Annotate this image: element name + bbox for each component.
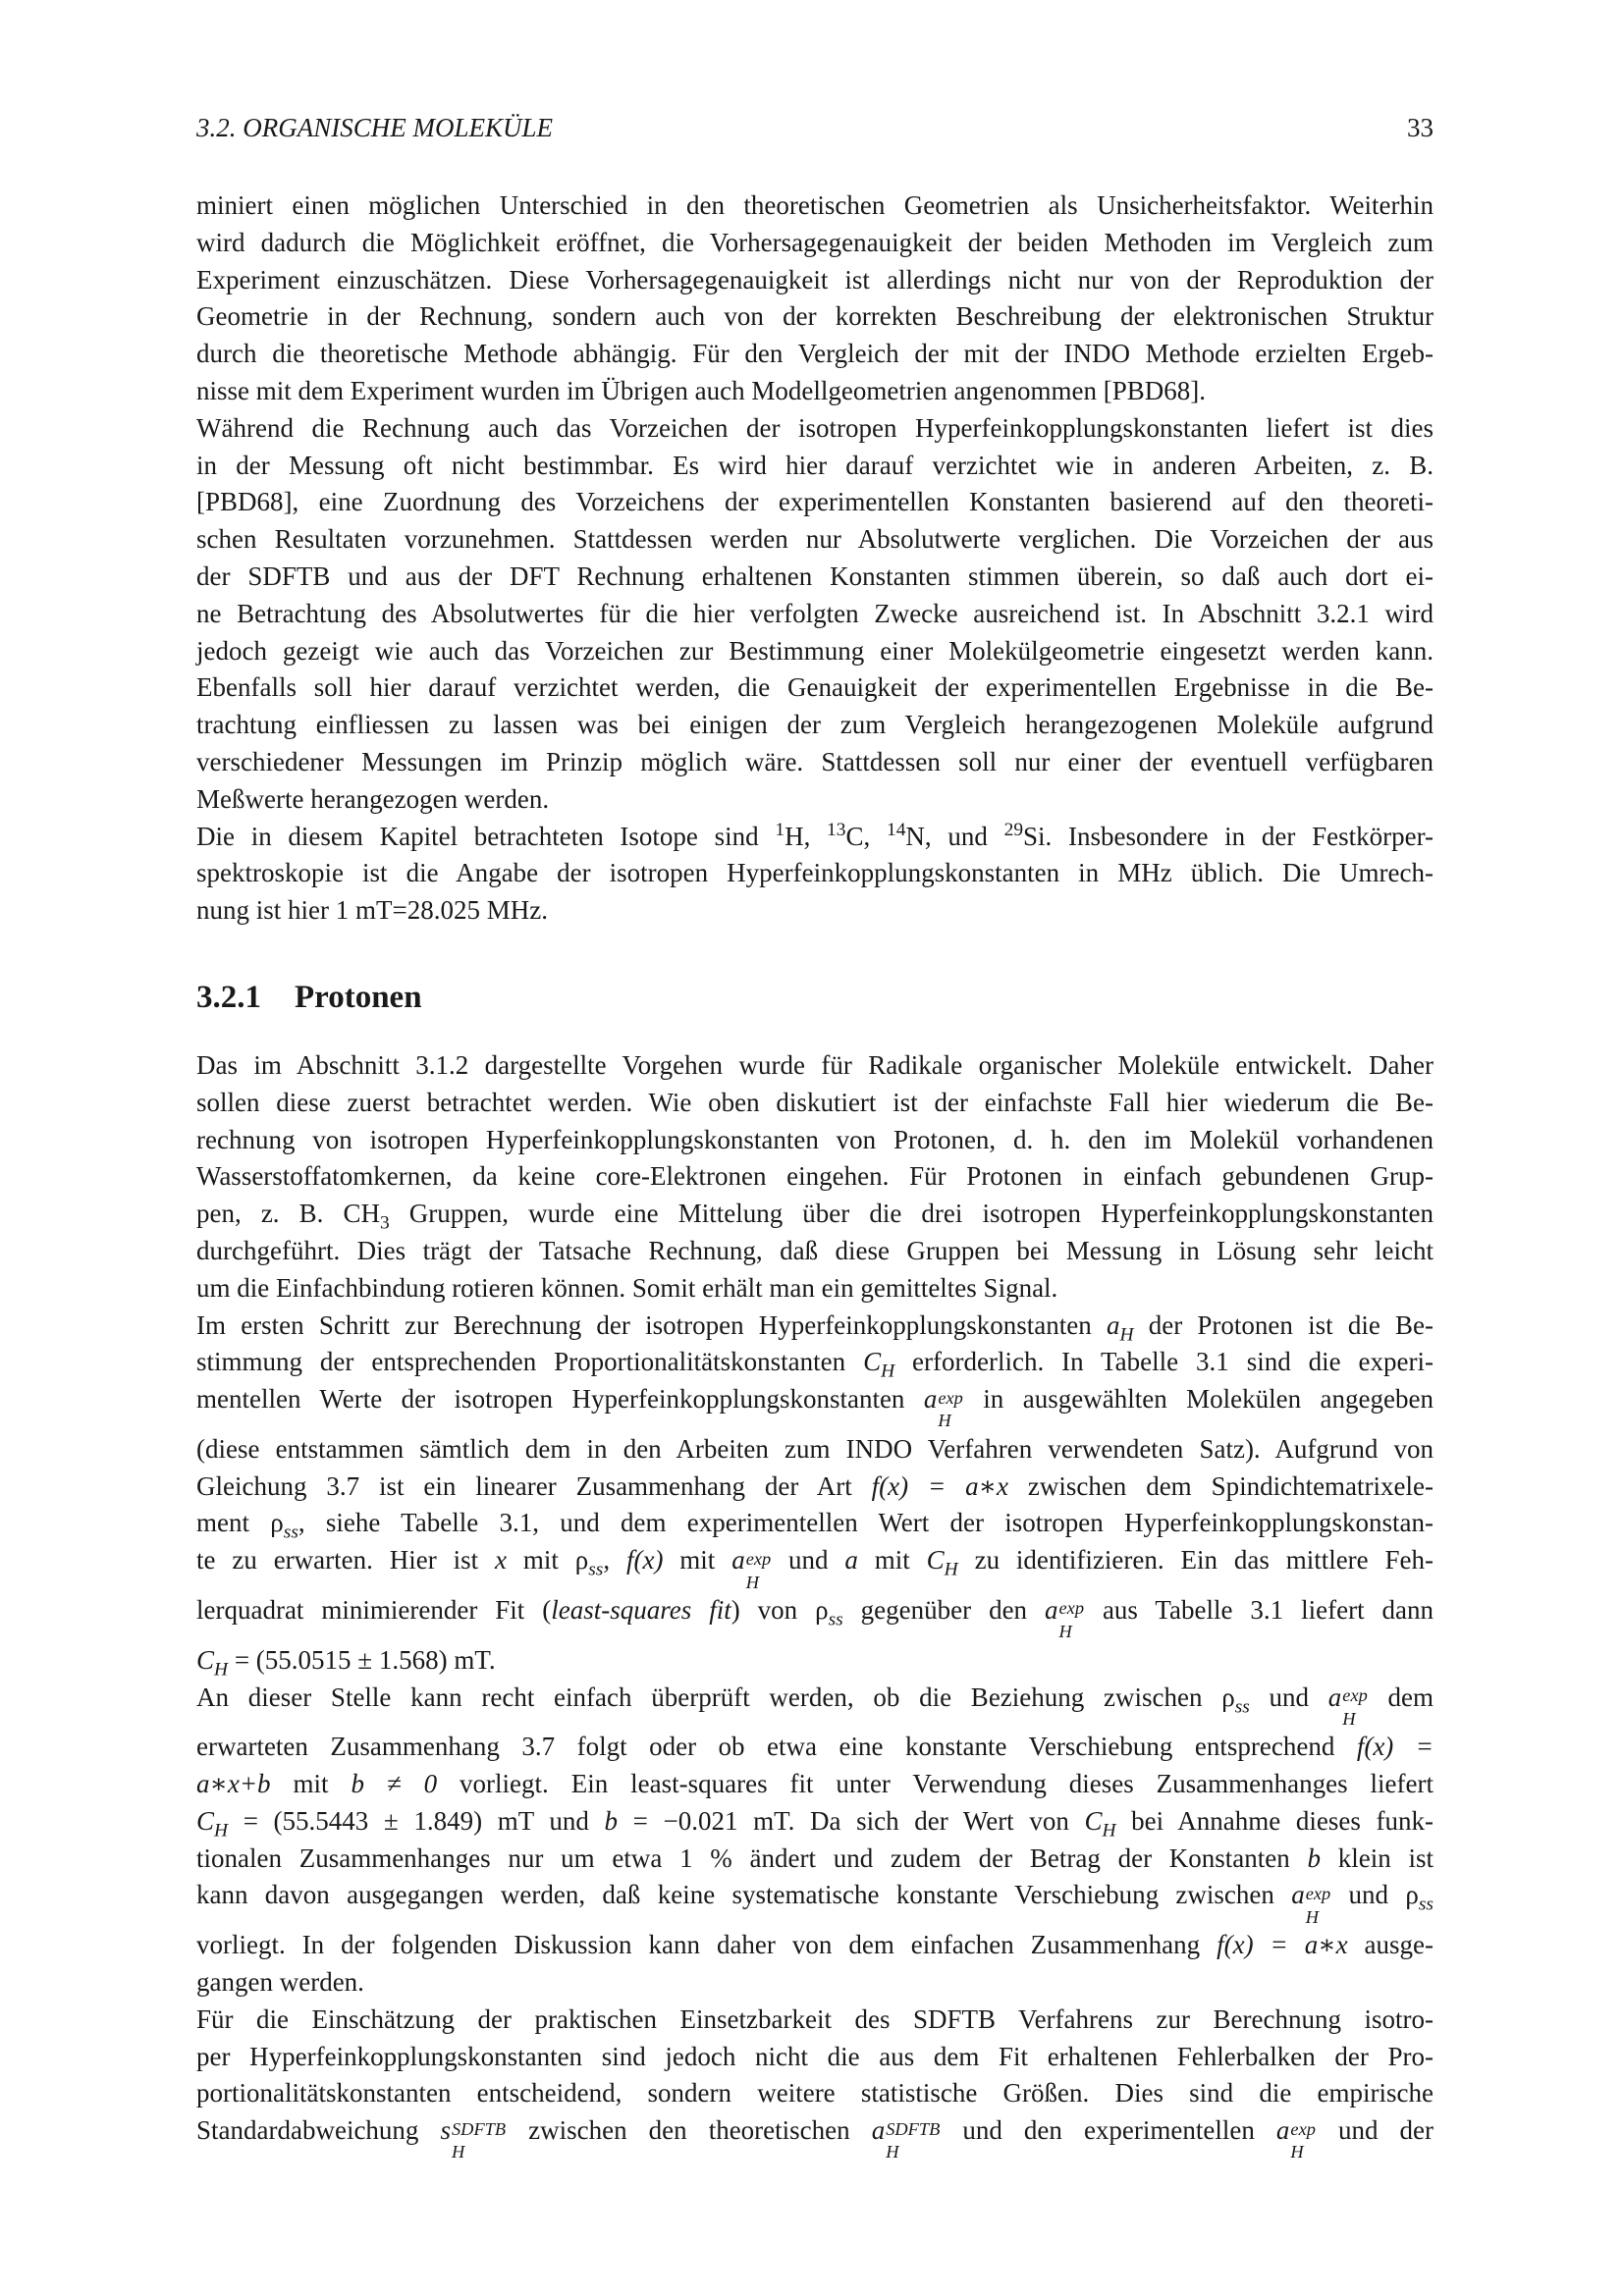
- text-line: durch die theoretische Methode abhängig. Für den Vergleich der mit der INDO Methode erzielten Ergeb-: [196, 339, 1434, 369]
- text-line: ne Betrachtung des Absolutwertes für die hier verfolgten Zwecke ausreichend ist. In Abschnitt 3.2.1 wird: [196, 598, 1434, 628]
- running-head: [196, 110, 1434, 145]
- text-line: kann davon ausgegangen werden, daß keine systematische konstante Verschiebung zwischen a exp H und $\rho_{ss}$: [196, 1880, 1434, 1927]
- text-line: per Hyperfeinkopplungskonstanten sind jedoch nicht die aus dem Fit erhaltenen Fehlerbalken der Pro-: [196, 2041, 1434, 2071]
- text-line: Standardabweichung s SDFTB H zwischen den theoretischen a SDFTB H und den experimentellen a exp H und der: [196, 2115, 1434, 2163]
- text-line: tionalen Zusammenhanges nur um etwa 1 % ändert und zudem der Betrag der Konstanten b klein ist: [196, 1842, 1434, 1873]
- text-line: (diese entstammen sämtlich dem in den Arbeiten zum INDO Verfahren verwendeten Satz). Aufgrund von: [196, 1433, 1434, 1464]
- text-line: Geometrie in der Rechnung, sondern auch von der korrekten Beschreibung der elektronischen Struktur: [196, 301, 1434, 332]
- text-line: gangen werden.: [196, 1966, 364, 1997]
- text-line: [PBD68], eine Zuordnung des Vorzeichens der experimentellen Konstanten basierend auf den theoreti-: [196, 487, 1434, 517]
- text-line: pen, z. B. $CH_3$ Gruppen, wurde eine Mittelung über die drei isotropen Hyperfeinkopplungskonstanten: [196, 1199, 1434, 1234]
- text-line: Ebenfalls soll hier darauf verzichtet werden, die Genauigkeit der experimentellen Ergebnisse in die Be-: [196, 672, 1434, 703]
- text-line: trachtung einfliessen zu lassen was bei einigen der zum Vergleich herangezogenen Moleküle aufgrund: [196, 710, 1434, 740]
- text-line: Im ersten Schritt zur Berechnung der isotropen Hyperfeinkopplungskonstanten $a_H$ der Protonen ist die Be-: [196, 1309, 1434, 1345]
- text-line: $C_H = (55.0515 \pm 1.568)$ mT.: [196, 1644, 496, 1681]
- text-line: Für die Einschätzung der praktischen Einsetzbarkeit des SDFTB Verfahrens zur Berechnung isotro-: [196, 2003, 1434, 2034]
- text-line: portionalitätskonstanten entscheidend, sondern weitere statistische Größen. Dies sind die empirische: [196, 2078, 1434, 2109]
- text-line: in der Messung oft nicht bestimmbar. Es wird hier darauf verzichtet wie in anderen Arbeiten, z. B.: [196, 450, 1434, 480]
- text-line: An dieser Stelle kann recht einfach überprüft werden, ob die Beziehung zwischen $\rho_{ss}$ und a exp H dem: [196, 1682, 1434, 1729]
- text-line: stimmung der entsprechenden Proportionalitätskonstanten $C_H$ erforderlich. In Tabelle 3.1 sind die experi-: [196, 1347, 1434, 1382]
- text-line: jedoch gezeigt wie auch das Vorzeichen zur Bestimmung einer Molekülgeometrie eingesetzt werden kann.: [196, 635, 1434, 666]
- text-line: miniert einen möglichen Unterschied in den theoretischen Geometrien als Unsicherheitsfaktor. Weiterhin: [196, 190, 1434, 220]
- text-line: wird dadurch die Möglichkeit eröffnet, die Vorhersagegenauigkeit der beiden Methoden im Vergleich zum: [196, 227, 1434, 257]
- text-line: durchgeführt. Dies trägt der Tatsache Rechnung, daß diese Gruppen bei Messung in Lösung sehr leicht: [196, 1235, 1434, 1265]
- running-head-title: 3.2. ORGANISCHE MOLEKÜLE: [196, 113, 553, 142]
- text-line: Während die Rechnung auch das Vorzeichen der isotropen Hyperfeinkopplungskonstanten liefert ist dies: [196, 412, 1434, 443]
- text-line: Die in diesem Kapitel betrachteten Isotope sind $^1$H, $^{13}$C, $^{14}$N, und $^{29}$Si. Insbesondere in der Festkörper-: [196, 819, 1434, 851]
- text-line: Das im Abschnitt 3.1.2 dargestellte Vorgehen wurde für Radikale organischer Moleküle entwickelt. Daher: [196, 1050, 1434, 1080]
- text-line: der SDFTB und aus der DFT Rechnung erhaltenen Konstanten stimmen überein, so daß auch dort ei-: [196, 561, 1434, 591]
- text-line: Gleichung 3.7 ist ein linearer Zusammenhang der Art f(x) = a∗x zwischen dem Spindichtematrixele-: [196, 1470, 1434, 1501]
- text-line: ment $\rho_{ss}$, siehe Tabelle 3.1, und dem experimentellen Wert der isotropen Hyperfeinkopplungskonstan-: [196, 1508, 1434, 1543]
- text-line: schen Resultaten vorzunehmen. Stattdessen werden nur Absolutwerte verglichen. Die Vorzeichen der aus: [196, 524, 1434, 555]
- text-line: vorliegt. In der folgenden Diskussion kann daher von dem einfachen Zusammenhang f(x) = a∗x ausge-: [196, 1930, 1434, 1960]
- text-line: mentellen Werte der isotropen Hyperfeinkopplungskonstanten a exp H in ausgewählten Molekülen angegeben: [196, 1384, 1434, 1431]
- intro-block: [196, 187, 1434, 930]
- text-line: sollen diese zuerst betrachtet werden. Wie oben diskutiert ist der einfachste Fall hier wiederum die Be-: [196, 1087, 1434, 1117]
- page-number: 33: [1407, 113, 1434, 142]
- section-heading: [196, 978, 422, 1017]
- text-line: nisse mit dem Experiment wurden im Übrigen auch Modellgeometrien angenommen [PBD68].: [196, 375, 1207, 405]
- text-line: verschiedener Messungen im Prinzip möglich wäre. Stattdessen soll nur einer der eventuell verfügbaren: [196, 746, 1434, 776]
- text-line: $C_H = (55.5443 \pm 1.849)$ mT und b = −0.021 mT. Da sich der Wert von $C_H$ bei Annahme dieses funk-: [196, 1805, 1434, 1842]
- text-line: lerquadrat minimierender Fit (least-squares fit) von $\rho_{ss}$ gegenüber den a exp H aus Tabelle 3.1 liefert dann: [196, 1595, 1434, 1642]
- text-line: spektroskopie ist die Angabe der isotropen Hyperfeinkopplungskonstanten in MHz üblich. Die Umrech-: [196, 858, 1434, 888]
- text-line: Meßwerte herangezogen werden.: [196, 783, 550, 814]
- protonen-block: [196, 1047, 1434, 2163]
- text-line: nung ist hier 1 mT=28.025 MHz.: [196, 895, 548, 926]
- section-title: Protonen: [295, 980, 422, 1015]
- text-line: Wasserstoffatomkernen, da keine core-Elektronen eingehen. Für Protonen in einfach gebundenen Grup-: [196, 1161, 1434, 1192]
- text-line: um die Einfachbindung rotieren können. Somit erhält man ein gemitteltes Signal.: [196, 1272, 1058, 1303]
- section-number: 3.2.1: [196, 980, 261, 1015]
- text-line: Experiment einzuschätzen. Diese Vorhersagegenauigkeit ist allerdings nicht nur von der Reproduktion der: [196, 264, 1434, 294]
- text-line: te zu erwarten. Hier ist x mit $\rho_{ss}$, f(x) mit a exp H und a mit $C_H$ zu identifizieren. Ein das mittlere Feh-: [196, 1545, 1434, 1592]
- text-line: a∗x+b mit b ≠ 0 vorliegt. Ein least-squares fit unter Verwendung dieses Zusammenhanges liefert: [196, 1769, 1434, 1799]
- text-line: rechnung von isotropen Hyperfeinkopplungskonstanten von Protonen, d. h. den im Molekül vorhandenen: [196, 1124, 1434, 1154]
- text-line: erwarteten Zusammenhang 3.7 folgt oder ob etwa eine konstante Verschiebung entsprechend f(x) =: [196, 1732, 1434, 1762]
